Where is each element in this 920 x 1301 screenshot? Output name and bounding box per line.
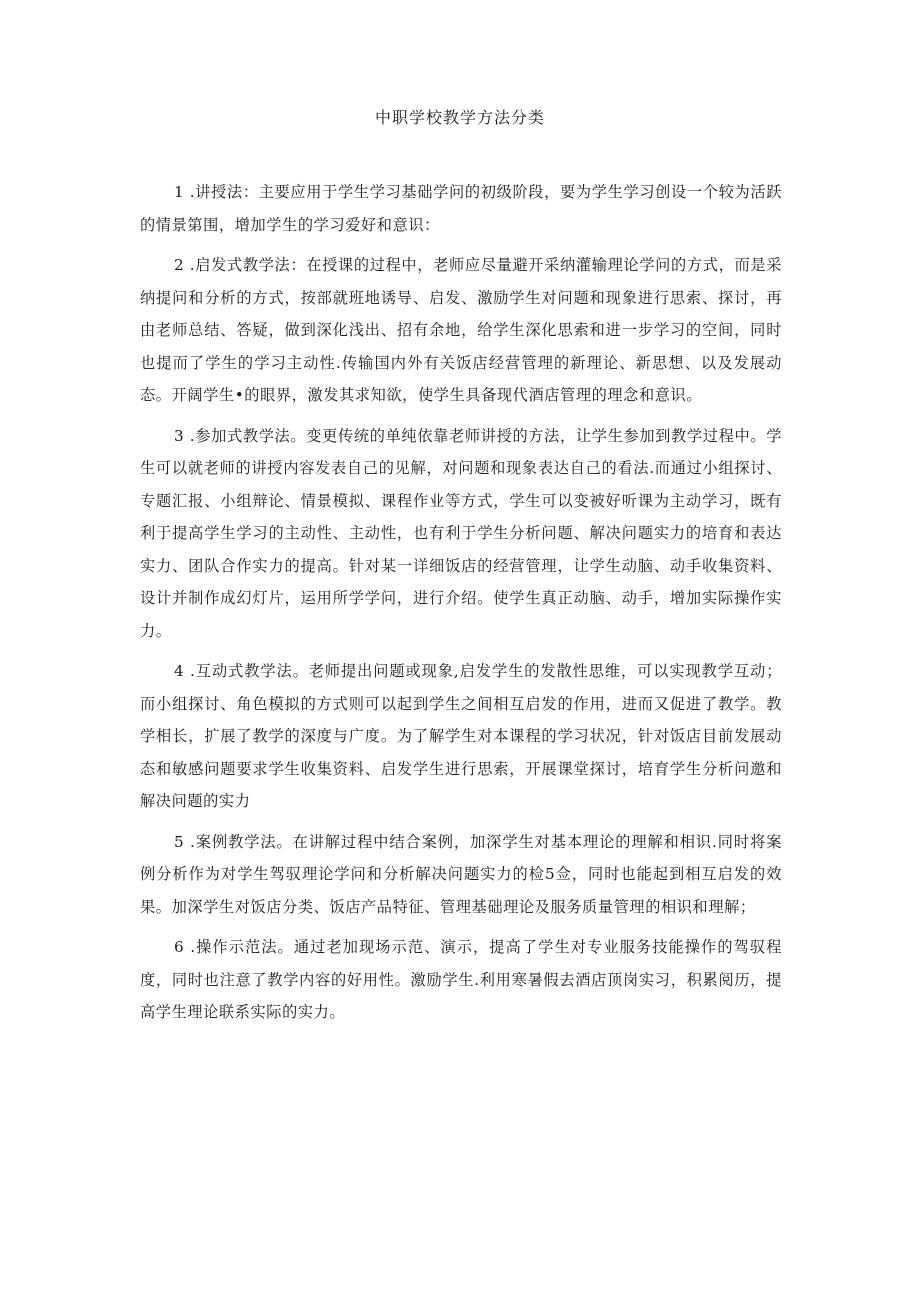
paragraph-demonstration-method: 6 .操作示范法。通过老加现场示范、演示，提高了学生对专业服务技能操作的驾驭程度，同时也注意了教学内容的好用性。激励学生.利用寒暑假去酒店顶岗实习，积累阅历，提高学生理论联系实际的实力。 — [140, 938, 782, 1021]
paragraph-heuristic-method: 2 .启发式教学法：在授课的过程中，老师应尽量避开采纳灌输理论学问的方式，而是采纳提问和分析的方式，按部就班地诱导、启发、激励学生对问题和现象进行思索、探讨，再由老师总结、答疑，做到深化浅出、招有余地，给学生深化思索和进一步学习的空间，同时也提而了学生的学习主动性.传输国内外有关饭店经营管理的新理论、新思想、以及发展动态。开阔学生•的眼界，激发其求知欲，使学生具备现代酒店管理的理念和意识。 — [140, 256, 782, 404]
paragraph-interactive-method: 4 .互动式教学法。老师提出问题或现象,启发学生的发散性思维，可以实现教学互动；而小组探讨、角色模拟的方式则可以起到学生之间相互启发的作用，进而又促进了教学。教学相长，扩展了教学的深度与广度。为了解学生对本课程的学习状况，针对饭店目前发展动态和敏感问题要求学生收集资料、启发学生进行思索，开展课堂探讨，培育学生分析问邀和解决问题的实力 — [140, 662, 782, 810]
document-body — [140, 176, 782, 1037]
document-title: 中职学校教学方法分类 — [374, 108, 545, 127]
paragraph-lecture-method: 1 .讲授法：主要应用于学生学习基础学问的初级阶段，要为学生学习创设一个较为活跃的情景第围，增加学生的学习爱好和意识： — [140, 183, 782, 234]
paragraph-case-method: 5 .案例教学法。在讲解过程中结合案例，加深学生对基本理论的理解和相识.同时将案例分析作为对学生驾驭理论学问和分析解决问题实力的检5佥，同时也能起到相互启发的效果。加深学生对饭店分类、饭店产品特征、管理基础理论及服务质量管理的相识和理解； — [140, 832, 782, 916]
paragraph-participatory-method: 3 .参加式教学法。变更传统的单纯依靠老师讲授的方法，让学生参加到教学过程中。学生可以就老师的讲授内容发表自己的见解，对问题和现象表达自己的看法.而通过小组探讨、专题汇报、小组辩论、情景模拟、课程作业等方式，学生可以变被好听课为主动学习，既有利于提高学生学习的主动性、主动性，也有利于学生分析问题、解决问题实力的培育和表达实力、团队合作实力的提高。针对某一详细饭店的经营管理，让学生动脑、动手收集资料、设计并制作成幻灯片，运用所学学问，进行介绍。使学生真正动脑、动手，增加实际操作实力。 — [140, 426, 782, 640]
